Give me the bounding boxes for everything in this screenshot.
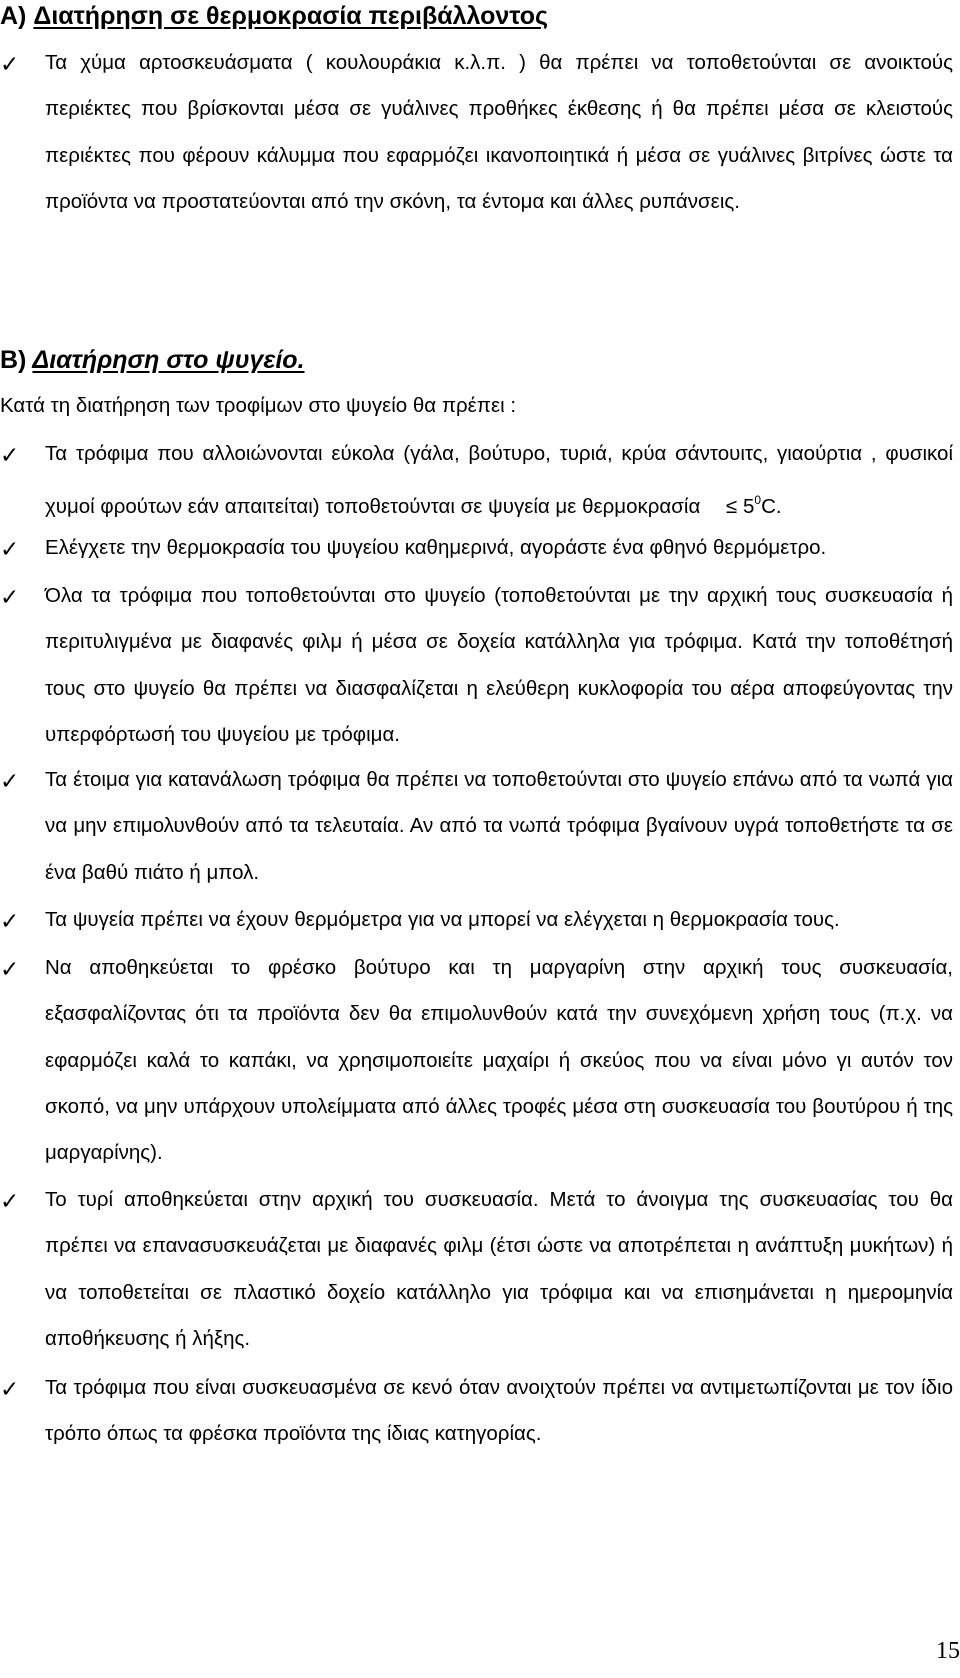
section-b-title: Διατήρηση στο ψυγείο.: [32, 346, 305, 374]
fridge-item-1: [45, 431, 953, 531]
temperature-value: 5: [742, 495, 755, 519]
checkmark-icon: ✓: [0, 908, 20, 934]
fridge-item-3: Όλα τα τρόφιμα που τοποθετούνται στο ψυγείο (τοποθετούνται με την αρχική τους συσκευασία ή περιτυλιγμένα με διαφανές φιλμ ή μέσα σε δοχεία κατάλληλα για τρόφιμα. Κατά την τοποθέτησή τους στο ψυγείο θα πρέπει να διασφαλίζεται η ελεύθερη κυκλοφορία του αέρα αποφεύγοντας την υπερφόρτωσή του ψυγείου με τρόφιμα.: [45, 584, 953, 746]
checkmark-icon: ✓: [0, 768, 20, 794]
checkmark-icon: ✓: [0, 584, 20, 610]
section-a-label: Α): [0, 2, 27, 30]
section-b-intro: Κατά τη διατήρηση των τροφίμων στο ψυγείο θα πρέπει :: [0, 394, 517, 417]
checkmark-icon: ✓: [0, 51, 20, 77]
checkmark-icon: ✓: [0, 536, 20, 562]
fridge-item-8: Τα τρόφιμα που είναι συσκευασμένα σε κενό όταν ανοιχτούν πρέπει να αντιμετωπίζονται με τον ίδιο τρόπο όπως τα φρέσκα προϊόντα της ίδιας κατηγορίας.: [45, 1376, 953, 1446]
section-a-title: Διατήρηση σε θερμοκρασία περιβάλλοντος: [33, 2, 549, 30]
fridge-item-4: Τα έτοιμα για κατανάλωση τρόφιμα θα πρέπει να τοποθετούνται στο ψυγείο επάνω από τα νωπά για να μην επιμολυνθούν από τα τελευταία. Αν από τα νωπά τρόφιμα βγαίνουν υγρά τοποθετήστε τα σε ένα βαθύ πιάτο ή μπολ.: [45, 768, 953, 884]
fridge-item-2: Ελέγχετε την θερμοκρασία του ψυγείου καθημερινά, αγοράστε ένα φθηνό θερμόμετρο.: [45, 536, 827, 559]
section-a-item: Τα χύμα αρτοσκευάσματα ( κουλουράκια κ.λ.π. ) θα πρέπει να τοποθετούνται σε ανοικτούς περιέκτες που βρίσκονται μέσα σε γυάλινες προθήκες έκθεσης ή θα πρέπει μέσα σε κλειστούς περιέκτες που φέρουν κάλυμμα που εφαρμόζει ικανοποιητικά ή μέσα σε γυάλινες βιτρίνες ώστε τα προϊόντα να προστατεύονται από την σκόνη, τα έντομα και άλλες ρυπάνσεις.: [45, 51, 953, 213]
fridge-item-7: Το τυρί αποθηκεύεται στην αρχική του συσκευασία. Μετά το άνοιγμα της συσκευασίας του θα πρέπει να επανασυσκευάζεται με διαφανές φιλμ (έτσι ώστε να αποτρέπεται η ανάπτυξη μυκήτων) ή να τοποθετείται σε πλαστικό δοχείο κατάλληλο για τρόφιμα και να επισημάνεται η ημερομηνία αποθήκευσης ή λήξης.: [45, 1188, 953, 1350]
fridge-item-6: Να αποθηκεύεται το φρέσκο βούτυρο και τη μαργαρίνη στην αρχική τους συσκευασία, εξασφαλίζοντας ότι τα προϊόντα δεν θα επιμολυνθούν κατά την συνεχόμενη χρήση τους (π.χ. να εφαρμόζει καλά το καπάκι, να χρησιμοποιείτε μαχαίρι ή σκεύος που να είναι μόνο γι αυτόν τον σκοπό, να μην υπάρχουν υπολείμματα από άλλες τροφές μέσα στη συσκευασία του βουτύρου ή της μαργαρίνης).: [45, 956, 953, 1165]
temperature-degree: 0: [754, 493, 762, 508]
section-b-label: Β): [0, 346, 27, 374]
temperature-unit: C.: [761, 495, 782, 519]
fridge-item-5: Τα ψυγεία πρέπει να έχουν θερμόμετρα για να μπορεί να ελέγχεται η θερμοκρασία τους.: [45, 908, 840, 931]
less-equal-icon: ≤: [726, 495, 738, 519]
fridge-item-1-text: Τα τρόφιμα που αλλοιώνονται εύκολα (γάλα, βούτυρο, τυριά, κρύα σάντουιτς, γιαούρτια , φυσικοί χυμοί φρούτων εάν απαιτείται) τοποθετούνται σε ψυγεία με θερμοκρασία: [45, 442, 953, 519]
checkmark-icon: ✓: [0, 442, 20, 468]
page-number: 15: [936, 1638, 960, 1664]
section-a-heading: [0, 2, 548, 31]
checkmark-icon: ✓: [0, 1188, 20, 1214]
section-b-heading: [0, 346, 305, 375]
checkmark-icon: ✓: [0, 1376, 20, 1402]
checkmark-icon: ✓: [0, 956, 20, 982]
